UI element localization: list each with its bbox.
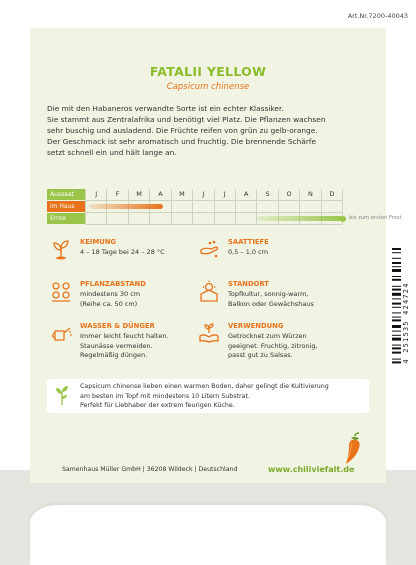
month-label: N	[307, 190, 313, 198]
website-url: www.chiliviefalt.de	[268, 465, 355, 474]
info-line: 4 – 18 Tage bei 24 – 28 °C	[80, 248, 165, 256]
info-text	[80, 332, 169, 361]
barcode-bar	[392, 298, 401, 299]
calendar-label-harvest: Ernte	[47, 213, 85, 224]
description-line: setzt schnell ein und hält lange an.	[47, 148, 177, 157]
month-label: J	[95, 190, 98, 198]
frost-marker	[340, 216, 346, 222]
barcode-bar	[392, 269, 401, 272]
flowers-icon	[50, 280, 72, 302]
info-text	[228, 248, 268, 258]
tip-text	[80, 382, 329, 411]
info-line: passt gut zu Salsas.	[228, 351, 293, 359]
month-label: D	[329, 190, 335, 198]
tip-box	[47, 379, 369, 413]
tip-line: Capsicum chinense lieben einen warmen Boden, daher gelingt die Kultivierung	[80, 383, 329, 390]
calendar-row-divider	[85, 212, 343, 213]
hands-plant-icon	[198, 322, 220, 344]
barcode-bar	[392, 319, 401, 321]
frost-note: bis zum ersten Frost	[349, 215, 402, 221]
barcode-bar	[392, 331, 401, 332]
product-title: FATALII YELLOW	[149, 64, 267, 79]
sprout-icon	[50, 238, 72, 260]
sowing-calendar	[47, 189, 402, 226]
sowing-period-bar	[89, 204, 163, 209]
info-title: STANDORT	[228, 280, 269, 288]
info-line: Balkon oder Gewächshaus	[228, 299, 314, 308]
info-line: Immer leicht feucht halten.	[80, 332, 169, 340]
info-line: mindestens 30 cm	[80, 290, 141, 298]
info-text	[228, 290, 314, 309]
latin-name: Capsicum chinense	[166, 82, 250, 92]
description-line: sehr buschig und ausladend. Die Früchte reifen von grün zu gelb-orange.	[47, 126, 318, 135]
barcode-bar	[392, 279, 401, 281]
month-label: A	[243, 190, 249, 198]
calendar-row-divider	[85, 224, 343, 225]
info-line: (Reihe ca. 50 cm)	[80, 299, 138, 308]
description-line: Sie stammt aus Zentralafrika und benötigt viel Platz. Die Pflanzen wachsen	[47, 115, 326, 124]
info-title: SAATTIEFE	[228, 238, 269, 246]
barcode-bar	[392, 352, 401, 354]
info-text	[228, 332, 318, 361]
barcode-bar	[392, 338, 401, 341]
description	[47, 103, 377, 158]
bottom-flap	[30, 505, 386, 565]
info-line: Topfkultur, sonnig-warm,	[228, 290, 309, 298]
article-number: Art.Nr.7200-40043	[347, 12, 408, 20]
barcode-bar	[392, 303, 401, 305]
info-title: VERWENDUNG	[228, 322, 284, 330]
sun-house-icon	[198, 280, 220, 302]
info-line: Getrocknet zum Würzen	[228, 332, 307, 340]
month-label: S	[265, 190, 270, 198]
barcode-bar	[392, 347, 401, 349]
info-line: Regelmäßig düngen.	[80, 351, 148, 359]
calendar-row-divider	[85, 200, 343, 201]
month-label: J	[202, 190, 205, 198]
harvest-period-bar	[257, 216, 343, 221]
barcode-bar	[392, 307, 401, 308]
description-line: Die mit den Habaneros verwandte Sorte ist ein echter Klassiker.	[47, 104, 284, 113]
barcode-bar	[392, 266, 401, 267]
info-title: KEIMUNG	[80, 238, 116, 246]
info-line: geeignet. Fruchtig, zitronig,	[228, 341, 318, 350]
month-label: A	[158, 190, 163, 198]
barcode-bar	[392, 361, 401, 363]
month-label: M	[136, 190, 142, 198]
barcode-bar	[392, 248, 401, 250]
barcode-bar	[392, 258, 401, 259]
plant-tip-icon	[55, 384, 69, 406]
barcode-bar	[392, 345, 401, 346]
tip-line: Perfekt für Liebhaber der extrem feurigen Küche.	[80, 402, 235, 409]
barcode-bar	[392, 312, 401, 313]
calendar-label-indoor: im Haus	[47, 201, 85, 212]
barcode-bar	[392, 359, 401, 360]
info-text	[80, 248, 165, 258]
month-label: M	[179, 190, 185, 198]
barcode-bar	[392, 325, 401, 328]
watering-can-icon	[50, 322, 72, 344]
month-label: O	[286, 190, 292, 198]
barcode-bar	[392, 276, 401, 277]
barcode-bar	[392, 293, 401, 296]
calendar-label-sowing: Aussaat	[47, 189, 85, 200]
info-line: Staunässe vermeiden.	[80, 341, 153, 350]
month-label: F	[115, 190, 120, 198]
info-title: WASSER & DÜNGER	[80, 322, 155, 330]
barcode-bar	[392, 317, 401, 318]
info-title: PFLANZABSTAND	[80, 280, 146, 288]
barcode-bar	[392, 286, 401, 287]
barcode-bar	[392, 335, 401, 336]
info-line: 0,5 – 1,0 cm	[228, 248, 269, 256]
description-line: Der Geschmack ist sehr aromatisch und fruchtig. Die brennende Schärfe	[47, 137, 317, 146]
barcode-number: 4 251535 424724	[402, 282, 410, 364]
tip-line: am besten im Topf mit mindestens 10 Litern Substrat.	[80, 392, 250, 400]
barcode-bar	[392, 289, 401, 291]
month-label: J	[223, 190, 226, 198]
info-text	[80, 290, 140, 309]
chili-pepper-icon	[343, 432, 367, 466]
company-info: Samenhaus Müller GmbH | 36208 Wildeck | Deutschland	[62, 466, 238, 473]
barcode-bar	[392, 252, 401, 253]
barcode-bar	[392, 262, 401, 264]
hand-seed-icon	[198, 238, 220, 260]
